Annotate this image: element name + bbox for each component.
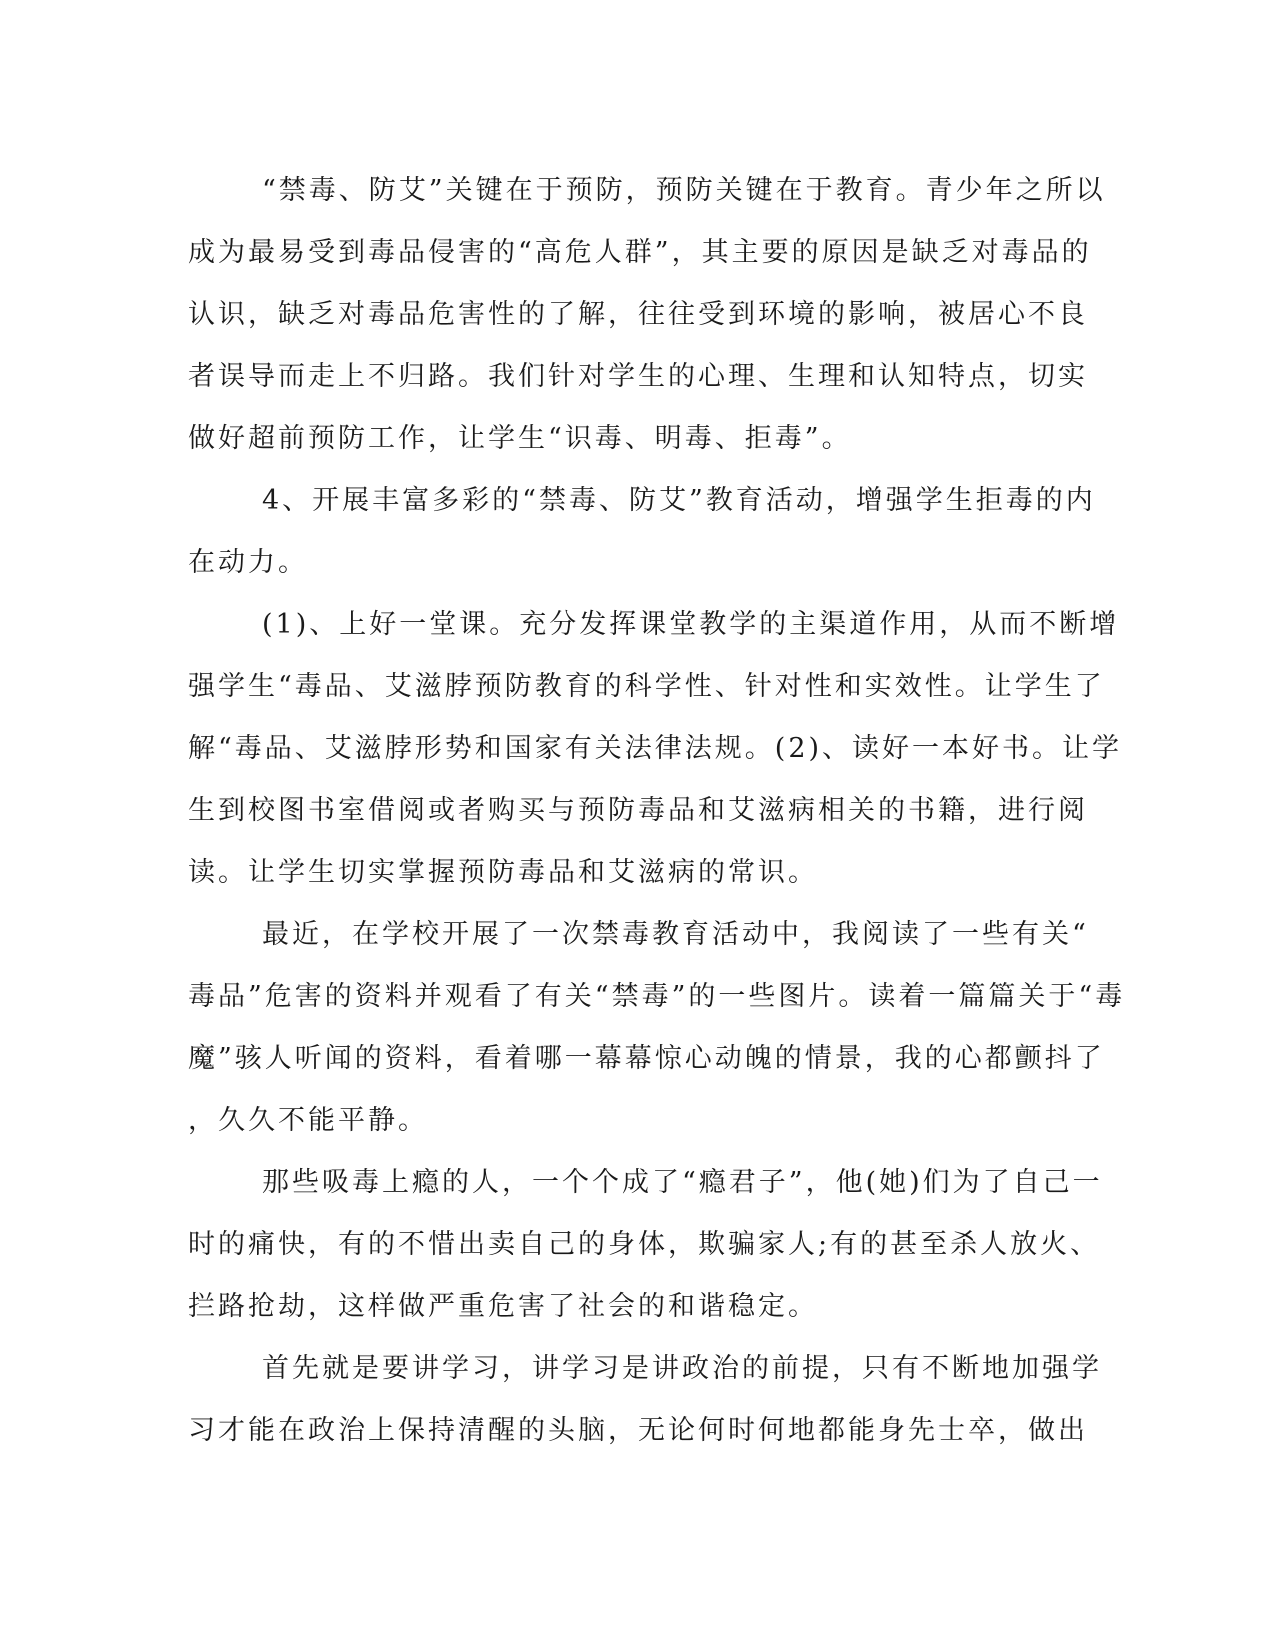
- text-line: 首先就是要讲学习，讲学习是讲政治的前提，只有不断地加强学: [262, 1353, 1102, 1384]
- text-line: 那些吸毒上瘾的人，一个个成了“瘾君子”，他(她)们为了自己一: [262, 1167, 1103, 1198]
- paragraph-5: [188, 1152, 1103, 1338]
- text-line: 拦路抢劫，这样做严重危害了社会的和谐稳定。: [188, 1291, 818, 1322]
- text-line: “禁毒、防艾”关键在于预防，预防关键在于教育。青少年之所以: [262, 175, 1106, 206]
- paragraph-2: [188, 470, 1096, 594]
- text-line: (1)、上好一堂课。充分发挥课堂教学的主渠道作用，从而不断增: [262, 609, 1120, 640]
- text-line: 解“毒品、艾滋脖形势和国家有关法律法规。(2)、读好一本好书。让学: [188, 733, 1123, 764]
- text-line: 习才能在政治上保持清醒的头脑，无论何时何地都能身先士卒，做出: [188, 1415, 1088, 1446]
- paragraph-3: [188, 594, 1123, 904]
- text-line: 4、开展丰富多彩的“禁毒、防艾”教育活动，增强学生拒毒的内: [262, 485, 1096, 516]
- text-line: 读。让学生切实掌握预防毒品和艾滋病的常识。: [188, 857, 818, 888]
- paragraph-4: [188, 904, 1126, 1152]
- document-body: [188, 160, 1126, 1462]
- text-line: 做好超前预防工作，让学生“识毒、明毒、拒毒”。: [188, 423, 852, 454]
- text-line: 认识，缺乏对毒品危害性的了解，往往受到环境的影响，被居心不良: [188, 299, 1088, 330]
- text-line: 成为最易受到毒品侵害的“高危人群”，其主要的原因是缺乏对毒品的: [188, 237, 1092, 268]
- text-line: ，久久不能平静。: [188, 1105, 428, 1136]
- text-line: 生到校图书室借阅或者购买与预防毒品和艾滋病相关的书籍，进行阅: [188, 795, 1088, 826]
- text-line: 时的痛快，有的不惜出卖自己的身体，欺骗家人;有的甚至杀人放火、: [188, 1229, 1101, 1260]
- text-line: 最近，在学校开展了一次禁毒教育活动中，我阅读了一些有关“: [262, 919, 1089, 950]
- text-line: 者误导而走上不归路。我们针对学生的心理、生理和认知特点，切实: [188, 361, 1088, 392]
- text-line: 魔”骇人听闻的资料，看着哪一幕幕惊心动魄的情景，我的心都颤抖了: [188, 1043, 1105, 1074]
- paragraph-6: [188, 1338, 1102, 1462]
- paragraph-1: [188, 160, 1106, 470]
- text-line: 强学生“毒品、艾滋脖预防教育的科学性、针对性和实效性。让学生了: [188, 671, 1105, 702]
- text-line: 毒品”危害的资料并观看了有关“禁毒”的一些图片。读着一篇篇关于“毒: [188, 981, 1126, 1012]
- text-line: 在动力。: [188, 547, 308, 578]
